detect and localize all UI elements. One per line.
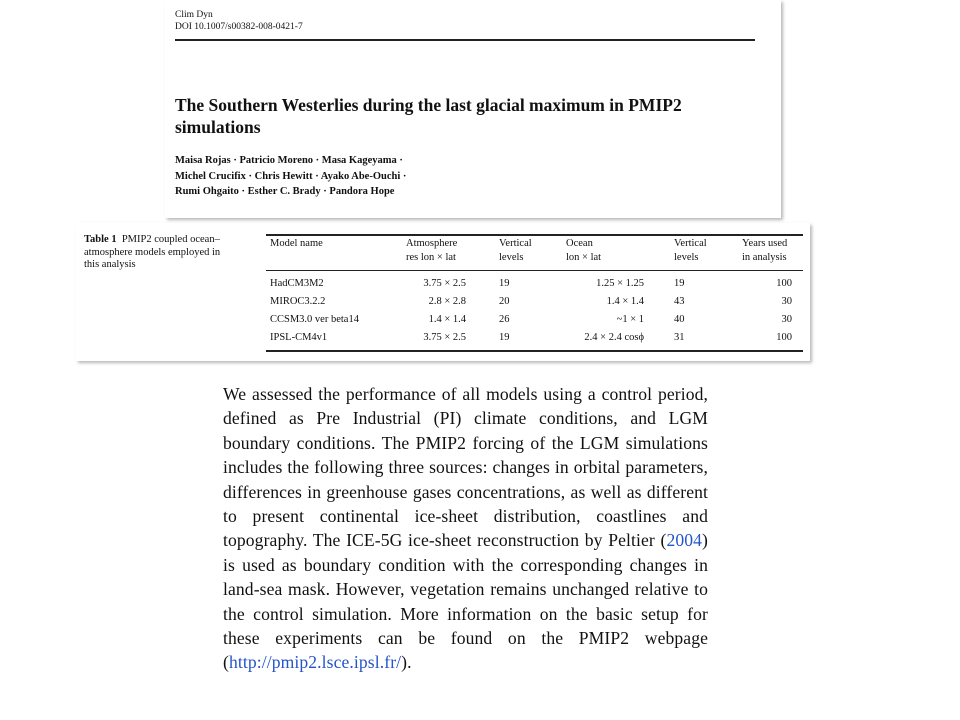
journal-name: Clim Dyn — [175, 10, 213, 20]
table-caption-text: PMIP2 coupled ocean–atmosphere models employed in this analysis — [84, 234, 221, 270]
citation-link[interactable]: 2004 — [666, 530, 703, 551]
cell-ocean-res: ~1 × 1 — [616, 314, 644, 325]
table-snippet — [76, 223, 810, 361]
table-header-rule — [266, 270, 803, 271]
cell-atm-res: 3.75 × 2.5 — [423, 278, 466, 289]
cell-atm-res: 2.8 × 2.8 — [428, 296, 466, 307]
cell-atm-levels: 26 — [499, 314, 510, 325]
table-row — [266, 310, 803, 329]
cell-model: HadCM3M2 — [270, 278, 324, 289]
header-rule — [175, 39, 755, 41]
cell-atm-levels: 20 — [499, 296, 510, 307]
cell-years: 100 — [776, 278, 792, 289]
pmip2-url-link[interactable]: http://pmip2.lsce.ipsl.fr/ — [228, 652, 402, 673]
cell-model: IPSL-CM4v1 — [270, 332, 328, 343]
cell-ocean-levels: 43 — [674, 296, 685, 307]
cell-years: 30 — [781, 296, 792, 307]
author-list — [175, 153, 475, 200]
table-row — [266, 274, 803, 293]
cell-atm-levels: 19 — [499, 278, 510, 289]
cell-ocean-res: 1.4 × 1.4 — [606, 296, 644, 307]
author-line: Maisa Rojas · Patricio Moreno · Masa Kageyama · — [175, 155, 403, 166]
table-row — [266, 328, 803, 347]
cell-years: 30 — [781, 314, 792, 325]
cell-ocean-levels: 40 — [674, 314, 685, 325]
table-row — [266, 292, 803, 311]
author-line: Rumi Ohgaito · Esther C. Brady · Pandora Hope — [175, 186, 395, 197]
methods-paragraph: We assessed the performance of all models using a control period, defined as Pre Industrial (PI) climate conditions, and LGM boundary conditions. The PMIP2 forcing of the LGM simulations includes the following three sources: changes in orbital parameters, differences in greenhouse gases concentrations, as well as different to present continental ice-sheet distribution, coastlines and topography. The ICE-5G ice-sheet reconstruction by Peltier (2004) is used as boundary condition with the corresponding changes in land-sea mask. However, vegetation remains unchanged relative to the control simulation. More information on the basic setup for these experiments can be found on the PMIP2 webpage (http://pmip2.lsce.ipsl.fr/). — [223, 384, 708, 673]
table-caption — [84, 234, 224, 272]
header-atm-vertical: Vertical levels — [499, 238, 532, 263]
cell-ocean-levels: 31 — [674, 332, 685, 343]
cell-ocean-levels: 19 — [674, 278, 685, 289]
paper-title: The Southern Westerlies during the last glacial maximum in PMIP2 simulations — [175, 95, 682, 137]
journal-info — [175, 9, 303, 33]
table-top-rule — [266, 234, 803, 236]
table-caption-label: Table 1 — [84, 234, 117, 245]
cell-model: MIROC3.2.2 — [270, 296, 326, 307]
header-atmosphere: Atmosphere res lon × lat — [406, 238, 458, 263]
header-ocean: Ocean lon × lat — [566, 238, 602, 263]
cell-atm-res: 1.4 × 1.4 — [428, 314, 466, 325]
cell-ocean-res: 1.25 × 1.25 — [596, 278, 644, 289]
body-text-snippet — [223, 372, 708, 712]
header-model-name: Model name — [270, 238, 323, 249]
cell-model: CCSM3.0 ver beta14 — [270, 314, 359, 325]
author-line: Michel Crucifix · Chris Hewitt · Ayako Abe-Ouchi · — [175, 170, 407, 182]
cell-atm-levels: 19 — [499, 332, 510, 343]
cell-ocean-res: 2.4 × 2.4 cosϕ — [584, 332, 644, 343]
doi: DOI 10.1007/s00382-008-0421-7 — [175, 22, 303, 32]
paper-header-snippet — [165, 0, 781, 218]
header-ocean-vertical: Vertical levels — [674, 238, 707, 263]
cell-years: 100 — [776, 332, 792, 343]
table-bottom-rule — [266, 350, 803, 352]
header-years: Years used in analysis — [742, 238, 788, 263]
cell-atm-res: 3.75 × 2.5 — [423, 332, 466, 343]
